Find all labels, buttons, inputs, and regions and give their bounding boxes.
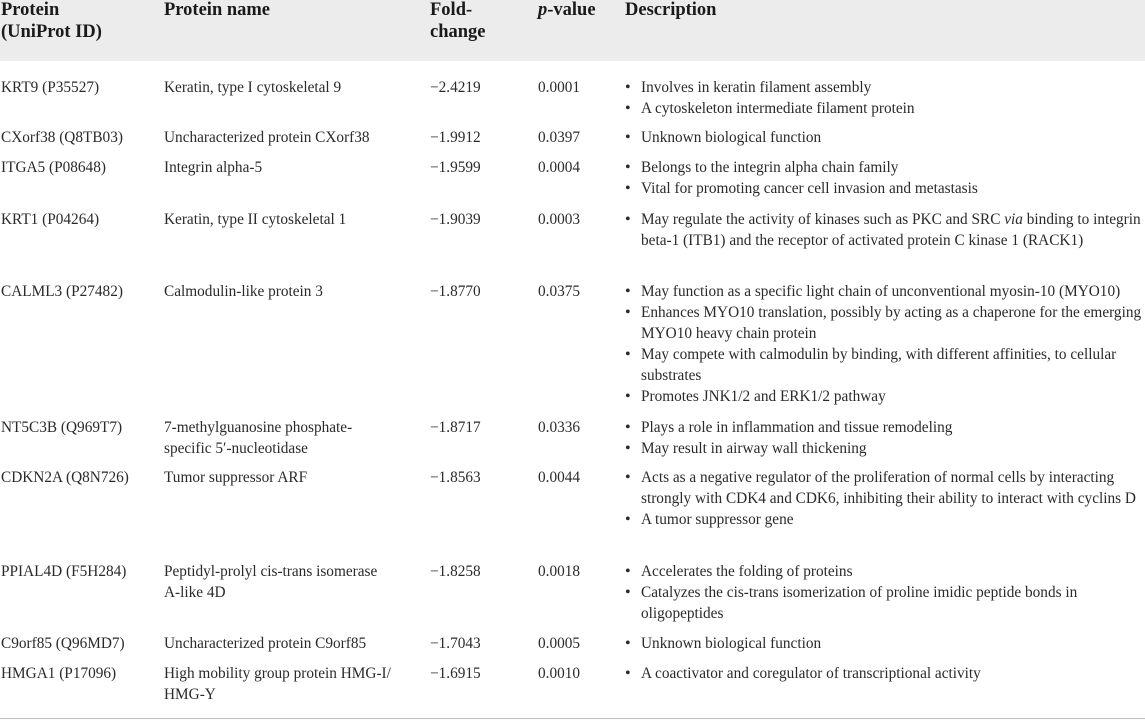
pvalue-cell: 0.0336 [538, 419, 581, 436]
protein-name-cell [164, 127, 414, 148]
description-list [625, 127, 1145, 148]
description-cell [625, 77, 1145, 119]
protein-id-cell: HMGA1 (P17096) [1, 665, 117, 682]
header-fold-change [430, 0, 486, 43]
header-fold-line2: change [430, 22, 486, 42]
protein-id-cell: PPIAL4D (F5H284) [1, 563, 127, 580]
description-item: • Vital for promoting cancer cell invasion and metastasis [625, 178, 1145, 199]
description-list [625, 633, 1145, 654]
description-item: • May compete with calmodulin by binding, with different affinities, to cellular substrates [625, 344, 1145, 386]
protein-name-line: HMG-Y [164, 686, 216, 703]
description-list [625, 467, 1145, 530]
header-pvalue-rest: -value [547, 0, 596, 20]
header-protein-line1: Protein [1, 0, 60, 20]
protein-name-cell [164, 157, 414, 178]
protein-name-line: Keratin, type I cytoskeletal 9 [164, 79, 342, 96]
description-cell [625, 663, 1145, 684]
description-list [625, 157, 1145, 199]
fold-change-cell: −1.8770 [430, 283, 481, 300]
protein-name-cell [164, 281, 414, 302]
description-item: • Belongs to the integrin alpha chain family [625, 157, 1145, 178]
description-item: • Unknown biological function [625, 127, 1145, 148]
protein-id-cell: KRT1 (P04264) [1, 211, 100, 228]
protein-name-cell [164, 417, 414, 459]
description-cell [625, 209, 1145, 251]
fold-change-cell: −1.7043 [430, 635, 481, 652]
fold-change-cell: −1.9599 [430, 159, 481, 176]
header-fold-line1: Fold- [430, 0, 473, 20]
description-list [625, 77, 1145, 119]
description-item: • A cytoskeleton intermediate filament protein [625, 98, 1145, 119]
header-protein-line2: (UniProt ID) [1, 22, 102, 42]
pvalue-cell: 0.0397 [538, 129, 581, 146]
description-cell [625, 417, 1145, 459]
description-list [625, 561, 1145, 624]
protein-id-cell: C9orf85 (Q96MD7) [1, 635, 125, 652]
description-item: • Promotes JNK1/2 and ERK1/2 pathway [625, 386, 1145, 407]
header-description: Description [625, 0, 717, 20]
description-item: • Plays a role in inflammation and tissue remodeling [625, 417, 1145, 438]
fold-change-cell: −1.9912 [430, 129, 481, 146]
description-cell [625, 281, 1145, 407]
header-protein-name: Protein name [164, 0, 271, 20]
protein-name-cell [164, 209, 414, 230]
protein-id-cell: CDKN2A (Q8N726) [1, 469, 129, 486]
description-cell [625, 633, 1145, 654]
description-item: • Involves in keratin filament assembly [625, 77, 1145, 98]
pvalue-cell: 0.0018 [538, 563, 581, 580]
description-list [625, 281, 1145, 407]
description-cell [625, 157, 1145, 199]
protein-name-line: A-like 4D [164, 584, 226, 601]
description-cell [625, 561, 1145, 624]
protein-name-cell [164, 77, 414, 98]
protein-name-cell [164, 663, 414, 705]
description-list [625, 663, 1145, 684]
protein-name-line: High mobility group protein HMG-I/ [164, 665, 391, 682]
header-pvalue [538, 0, 596, 21]
protein-name-line: Calmodulin-like protein 3 [164, 283, 323, 300]
fold-change-cell: −1.8258 [430, 563, 481, 580]
pvalue-cell: 0.0004 [538, 159, 581, 176]
description-item: • Enhances MYO10 translation, possibly by acting as a chaperone for the emerging MYO10 heavy chain protein [625, 302, 1145, 344]
protein-name-line: 7-methylguanosine phosphate- [164, 419, 353, 436]
protein-id-cell: NT5C3B (Q969T7) [1, 419, 123, 436]
description-cell [625, 467, 1145, 530]
fold-change-cell: −1.8717 [430, 419, 481, 436]
protein-id-cell: CXorf38 (Q8TB03) [1, 129, 123, 146]
description-item [625, 209, 1145, 251]
protein-id-cell: ITGA5 (P08648) [1, 159, 106, 176]
description-item: • A tumor suppressor gene [625, 509, 1145, 530]
fold-change-cell: −1.8563 [430, 469, 481, 486]
pvalue-cell: 0.0003 [538, 211, 581, 228]
header-protein [1, 0, 102, 43]
fold-change-cell: −1.9039 [430, 211, 481, 228]
pvalue-cell: 0.0375 [538, 283, 581, 300]
description-italic: via [1004, 211, 1023, 228]
description-item: • Catalyzes the cis-trans isomerization of proline imidic peptide bonds in oligopeptides [625, 582, 1145, 624]
description-item: • May result in airway wall thickening [625, 438, 1145, 459]
header-pvalue-p: p [538, 0, 548, 20]
pvalue-cell: 0.0044 [538, 469, 581, 486]
pvalue-cell: 0.0005 [538, 635, 581, 652]
description-text: May regulate the activity of kinases such as PKC and SRC [641, 211, 1005, 228]
description-text: binding to integrin beta-1 (ITB1) and the receptor of activated protein C kinase 1 (RACK1) [641, 211, 1141, 249]
description-item: • A coactivator and coregulator of transcriptional activity [625, 663, 1145, 684]
description-item: • Unknown biological function [625, 633, 1145, 654]
description-cell [625, 127, 1145, 148]
protein-name-line: specific 5′-nucleotidase [164, 440, 308, 457]
protein-name-line: Integrin alpha-5 [164, 159, 263, 176]
description-list [625, 417, 1145, 459]
pvalue-cell: 0.0010 [538, 665, 581, 682]
protein-name-cell [164, 633, 414, 654]
protein-name-line: Uncharacterized protein CXorf38 [164, 129, 370, 146]
description-item: • Acts as a negative regulator of the proliferation of normal cells by interacting strongly with CDK4 and CDK6, inhibiting their ability to interact with cyclins D [625, 467, 1145, 509]
description-list [625, 209, 1145, 251]
protein-name-line: Uncharacterized protein C9orf85 [164, 635, 367, 652]
description-item: • Accelerates the folding of proteins [625, 561, 1145, 582]
protein-name-line: Tumor suppressor ARF [164, 469, 308, 486]
table-bottom-rule [0, 718, 1145, 719]
table-header [0, 0, 1145, 61]
pvalue-cell: 0.0001 [538, 79, 581, 96]
protein-name-line: Peptidyl-prolyl cis-trans isomerase [164, 563, 378, 580]
fold-change-cell: −2.4219 [430, 79, 481, 96]
fold-change-cell: −1.6915 [430, 665, 481, 682]
protein-id-cell: CALML3 (P27482) [1, 283, 123, 300]
description-item: • May function as a specific light chain of unconventional myosin-10 (MYO10) [625, 281, 1145, 302]
protein-name-line: Keratin, type II cytoskeletal 1 [164, 211, 347, 228]
protein-name-cell [164, 467, 414, 488]
protein-id-cell: KRT9 (P35527) [1, 79, 100, 96]
protein-name-cell [164, 561, 414, 603]
